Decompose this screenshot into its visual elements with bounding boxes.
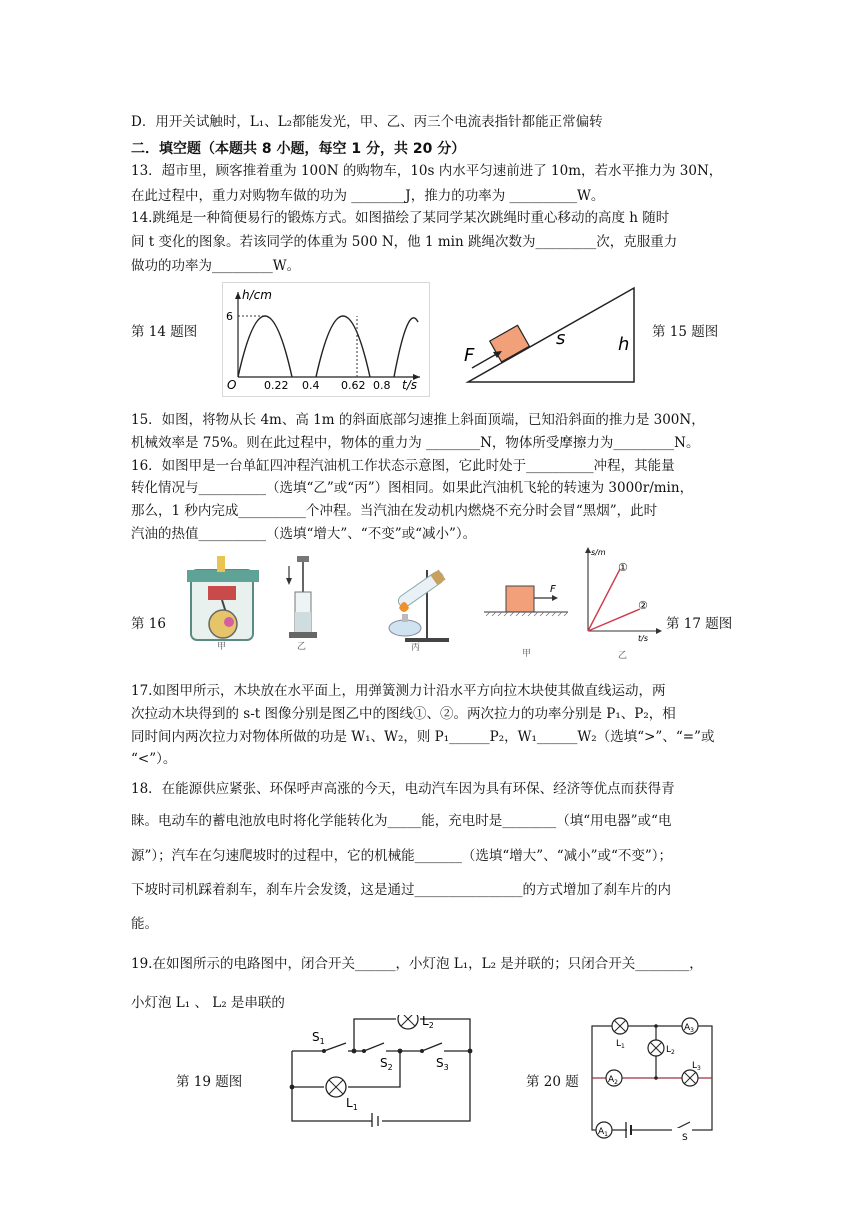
fig20-l2-label: $L_2$ — [666, 1045, 675, 1056]
fig14-y-label: h/cm — [242, 288, 272, 302]
q15-line-2: 机械效率是 75%。则在此过程中，物体的重力为 ________N，物体所受摩擦力为_________N。 — [131, 435, 700, 451]
q19-line-2: 小灯泡 L₁ 、 L₂ 是串联的 — [131, 995, 285, 1011]
fig20-switch-label: S — [682, 1133, 688, 1142]
fig17-line1-label: ① — [618, 561, 628, 574]
q18-line-5: 能。 — [131, 916, 158, 932]
fig17-line2-label: ② — [638, 599, 648, 612]
fig19-s1-label: $S_1$ — [312, 1030, 325, 1046]
fig15-force-label: F — [464, 345, 475, 366]
fig15-block — [490, 325, 530, 362]
q16-line-4: 汽油的热值__________（选填“增大”、“不变”或“减小”）。 — [131, 526, 477, 542]
q13-line-2: 在此过程中，重力对购物车做的功为 ________J，推力的功率为 __________W。 — [131, 188, 605, 204]
q13-line-1: 13．超市里，顾客推着重为 100N 的购物车，10s 内水平匀速前进了 10m，若水平推力为 30N， — [131, 163, 723, 179]
section-heading: 二．填空题（本题共 8 小题，每空 1 分，共 20 分） — [131, 141, 466, 157]
fig16-label-yi: 乙 — [297, 642, 307, 650]
q18-line-1: 18．在能源供应紧张、环保呼声高涨的今天，电动汽车因为具有环保、经济等优点而获得青 — [131, 781, 675, 797]
fig19-l1-label: $L_1$ — [346, 1096, 358, 1112]
fig14-x-tick: 0.4 — [302, 379, 320, 392]
q17-line-2: 次拉动木块得到的 s-t 图像分别是图乙中的图线①、②。两次拉力的功率分别是 P₁、P₂，相 — [131, 706, 676, 722]
q14-line-1: 14.跳绳是一种简便易行的锻炼方式。如图描绘了某同学某次跳绳时重心移动的高度 h 随时 — [131, 210, 670, 226]
fig17-label-jia: 甲 — [522, 649, 532, 659]
q14-line-3: 做功的功率为_________W。 — [131, 258, 301, 274]
fig15-incline-diagram — [458, 286, 638, 388]
fig19-circuit — [288, 1015, 480, 1127]
q16-line-1: 16．如图甲是一台单缸四冲程汽油机工作状态示意图，它此时处于__________冲程，其能量 — [131, 458, 675, 474]
fig17-force-label: F — [550, 584, 556, 595]
fig15-slope-label: s — [556, 328, 566, 349]
fig19-s3-label: $S_3$ — [436, 1056, 449, 1072]
fig19-l2-label: $L_2$ — [422, 1015, 434, 1030]
fig14-caption: 第 14 题图 — [131, 324, 198, 340]
q15-line-1: 15．如图，将物从长 4m、高 1m 的斜面底部匀速推上斜面顶端，已知沿斜面的推力是 300N， — [131, 412, 705, 428]
fig19-s2-label: $S_2$ — [380, 1056, 393, 1072]
q18-line-2: 睐。电动车的蓄电池放电时将化学能转化为_____能，充电时是________（填“用电器”或“电 — [131, 813, 672, 829]
fig17-s-t-graph — [578, 545, 664, 663]
fig17-block-diagram — [480, 578, 572, 660]
fig16-label-bing: 丙 — [411, 643, 421, 652]
q17-line-4: “<”）。 — [131, 751, 177, 767]
fig16-label-jia: 甲 — [217, 642, 227, 650]
fig17-y-label: s/m — [591, 548, 606, 557]
fig17-x-label: t/s — [638, 634, 648, 643]
fig20-a2-label: $A_2$ — [608, 1075, 618, 1086]
fig14-x-tick: 0.22 — [264, 379, 289, 392]
fig20-a3-label: $A_3$ — [684, 1023, 694, 1034]
q16-line-2: 转化情况与__________（选填“乙”或“丙”）图相同。如果此汽油机飞轮的转速为 3000r/min， — [131, 480, 694, 496]
fig16-engine-diagram — [183, 550, 263, 650]
fig20-l1-label: $L_1$ — [616, 1039, 625, 1050]
q16-line-3: 那么，1 秒内完成__________个冲程。当汽油在发动机内燃烧不充分时会冒“黑烟”，此时 — [131, 503, 658, 519]
fig14-y-tick: 6 — [226, 310, 233, 323]
fig15-height-label: h — [618, 334, 630, 355]
fig16-caption: 第 16 — [131, 616, 166, 632]
fig17-caption: 第 17 题图 — [666, 616, 733, 632]
fig15-caption: 第 15 题图 — [652, 324, 719, 340]
q17-line-3: 同时间内两次拉力对物体所做的功是 W₁、W₂，则 P₁______P₂，W₁______W₂（选填“>”、“=”或 — [131, 729, 715, 745]
fig14-origin: O — [227, 378, 237, 392]
fig20-l3-label: $L_3$ — [692, 1061, 701, 1072]
fig14-x-label: t/s — [402, 378, 417, 392]
fig19-caption: 第 19 题图 — [176, 1074, 243, 1090]
fig14-x-tick: 0.8 — [373, 379, 391, 392]
fig17-label-yi: 乙 — [618, 651, 628, 661]
fig16-test-tube-setup — [365, 550, 465, 652]
q17-line-1: 17.如图甲所示，木块放在水平面上，用弹簧测力计沿水平方向拉木块使其做直线运动，两 — [131, 683, 666, 699]
q14-line-2: 间 t 变化的图象。若该同学的体重为 500 N，他 1 min 跳绳次数为_________次，克服重力 — [131, 234, 678, 250]
fig14-x-tick: 0.62 — [341, 379, 366, 392]
fig14-height-time-graph — [222, 282, 430, 397]
fig20-circuit — [586, 1016, 720, 1142]
fig20-a1-label: $A_1$ — [598, 1127, 608, 1138]
q18-line-4: 下坡时司机踩着刹车，刹车片会发烫，这是通过________________的方式增加了刹车片的内 — [131, 882, 671, 898]
fig16-piston-tube — [283, 552, 323, 650]
q18-line-3: 源”）；汽车在匀速爬坡时的过程中，它的机械能_______（选填“增大”、“减小”或“不变”）； — [131, 848, 673, 864]
fig20-caption: 第 20 题 — [526, 1074, 579, 1090]
option-d-text: D．用开关试触时，L₁、L₂都能发光，甲、乙、丙三个电流表指针都能正常偏转 — [131, 114, 603, 130]
q19-line-1: 19.在如图所示的电路图中，闭合开关______，小灯泡 L₁，L₂ 是并联的；只闭合开关________， — [131, 956, 703, 972]
